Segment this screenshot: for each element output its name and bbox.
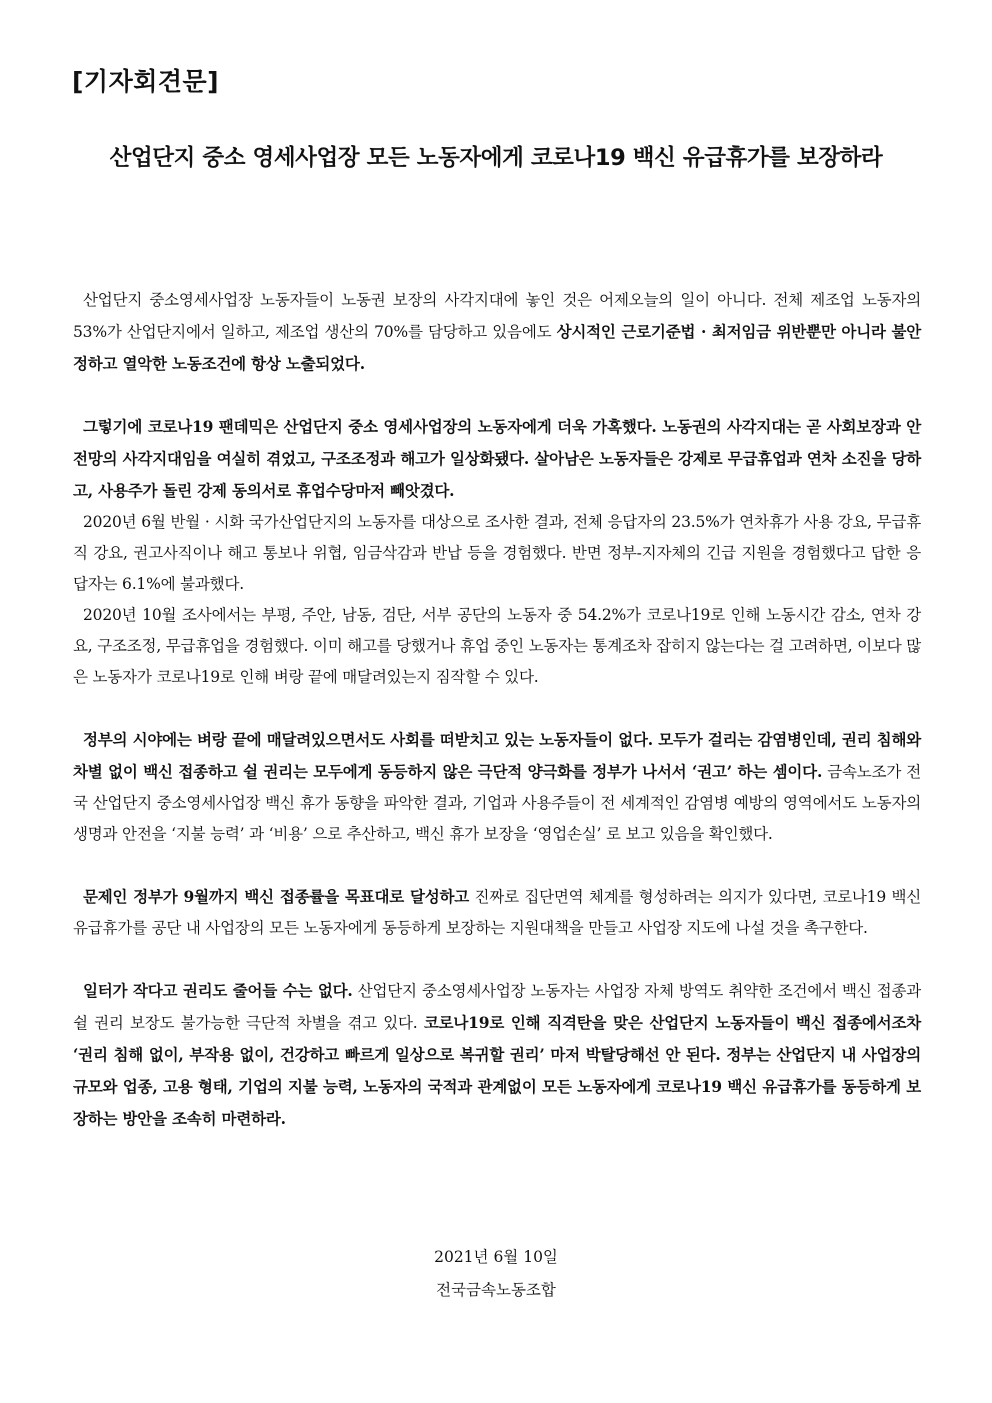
paragraph-5 xyxy=(73,724,921,850)
paragraph-2 xyxy=(73,411,921,507)
document-date: 2021년 6월 10일 xyxy=(434,1248,558,1266)
paragraph-6 xyxy=(73,881,921,944)
paragraph-emphasis: 코로나19로 인해 직격탄을 맞은 산업단지 노동자들이 백신 접종에서조차 ‘권리 침해 없이, 부작용 없이, 건강하고 빠르게 일상으로 복귀할 권리’ 마저 박탈당해선 안 된다. 정부는 산업단지 내 사업장의 규모와 업종, 고용 형태, 기업의 지불 능력, 노동자의 국적과 관계없이 모든 노동자에게 코로나19 백신 유급휴가를 동등하게 보장하는 방안을 조속히 마련하라. xyxy=(73,1013,921,1128)
paragraph-emphasis: 정부의 시야에는 벼랑 끝에 매달려있으면서도 사회를 떠받치고 있는 노동자들이 없다. 모두가 걸리는 감염병인데, 권리 침해와 차별 없이 백신 접종하고 쉴 권리는 모두에게 동등하지 않은 극단적 양극화를 정부가 나서서 ‘권고’ 하는 셈이다. xyxy=(73,730,921,781)
paragraph-text: 진짜로 집단면역 체계를 형성하려는 의지가 있다면, 코로나19 백신 유급휴가를 공단 내 사업장의 모든 노동자에게 동등하게 보장하는 지원대책을 만들고 사업장 지도에 나설 것을 촉구한다. xyxy=(73,888,922,937)
paragraph-text: 산업단지 중소영세사업장 노동자들이 노동권 보장의 사각지대에 놓인 것은 어제오늘의 일이 아니다. 전체 제조업 노동자의 53%가 산업단지에서 일하고, 제조업 생산의 70%를 담당하고 있음에도 xyxy=(73,291,921,341)
paragraph-1 xyxy=(73,285,921,380)
paragraph-emphasis: 상시적인 근로기준법 · 최저임금 위반뿐만 아니라 불안정하고 열악한 노동조건에 항상 노출되었다. xyxy=(73,322,921,373)
paragraph-emphasis: 문제인 정부가 9월까지 백신 접종률을 목표대로 달성하고 xyxy=(83,887,470,906)
page-title: 산업단지 중소 영세사업장 모든 노동자에게 코로나19 백신 유급휴가를 보장하라 xyxy=(109,145,883,171)
document-type-label: [기자회견문] xyxy=(72,67,220,96)
paragraph-3 xyxy=(73,507,921,600)
paragraph-emphasis: 그렇기에 코로나19 팬데믹은 산업단지 중소 영세사업장의 노동자에게 더욱 가혹했다. 노동권의 사각지대는 곧 사회보장과 안전망의 사각지대임을 여실히 겪었고, 구조조정과 해고가 일상화됐다. 살아남은 노동자들은 강제로 무급휴업과 연차 소진을 당하고, 사용주가 돌린 강제 동의서로 휴업수당마저 빼앗겼다. xyxy=(73,417,921,500)
paragraph-text: 2020년 10월 조사에서는 부평, 주안, 남동, 검단, 서부 공단의 노동자 중 54.2%가 코로나19로 인해 노동시간 감소, 연차 강요, 구조조정, 무급휴업을 경험했다. 이미 해고를 당했거나 휴업 중인 노동자는 통계조차 잡히지 않는다는 걸 고려하면, 이보다 많은 노동자가 코로나19로 인해 벼랑 끝에 매달려있는지 짐작할 수 있다. xyxy=(73,606,921,686)
organization-name: 전국금속노동조합 xyxy=(436,1281,556,1299)
paragraph-text: 금속노조가 전국 산업단지 중소영세사업장 백신 휴가 동향을 파악한 결과, 기업과 사용주들이 전 세계적인 감염병 예방의 영역에서도 노동자의 생명과 안전을 ‘지불 능력’ 과 ‘비용’ 으로 추산하고, 백신 휴가 보장을 ‘영업손실’ 로 보고 있음을 확인했다. xyxy=(73,763,921,843)
paragraph-text: 산업단지 중소영세사업장 노동자는 사업장 자체 방역도 취약한 조건에서 백신 접종과 쉴 권리 보장도 불가능한 극단적 차별을 겪고 있다. xyxy=(73,982,922,1032)
paragraph-text: 2020년 6월 반월 · 시화 국가산업단지의 노동자를 대상으로 조사한 결과, 전체 응답자의 23.5%가 연차휴가 사용 강요, 무급휴직 강요, 권고사직이나 해고 통보나 위협, 임금삭감과 반납 등을 경험했다. 반면 정부-지자체의 긴급 지원을 경험했다고 답한 응답자는 6.1%에 불과했다. xyxy=(73,513,921,593)
document-body xyxy=(73,285,921,1135)
paragraph-4 xyxy=(73,600,921,693)
paragraph-emphasis: 일터가 작다고 권리도 줄어들 수는 없다. xyxy=(83,981,353,1000)
paragraph-7 xyxy=(73,975,921,1135)
